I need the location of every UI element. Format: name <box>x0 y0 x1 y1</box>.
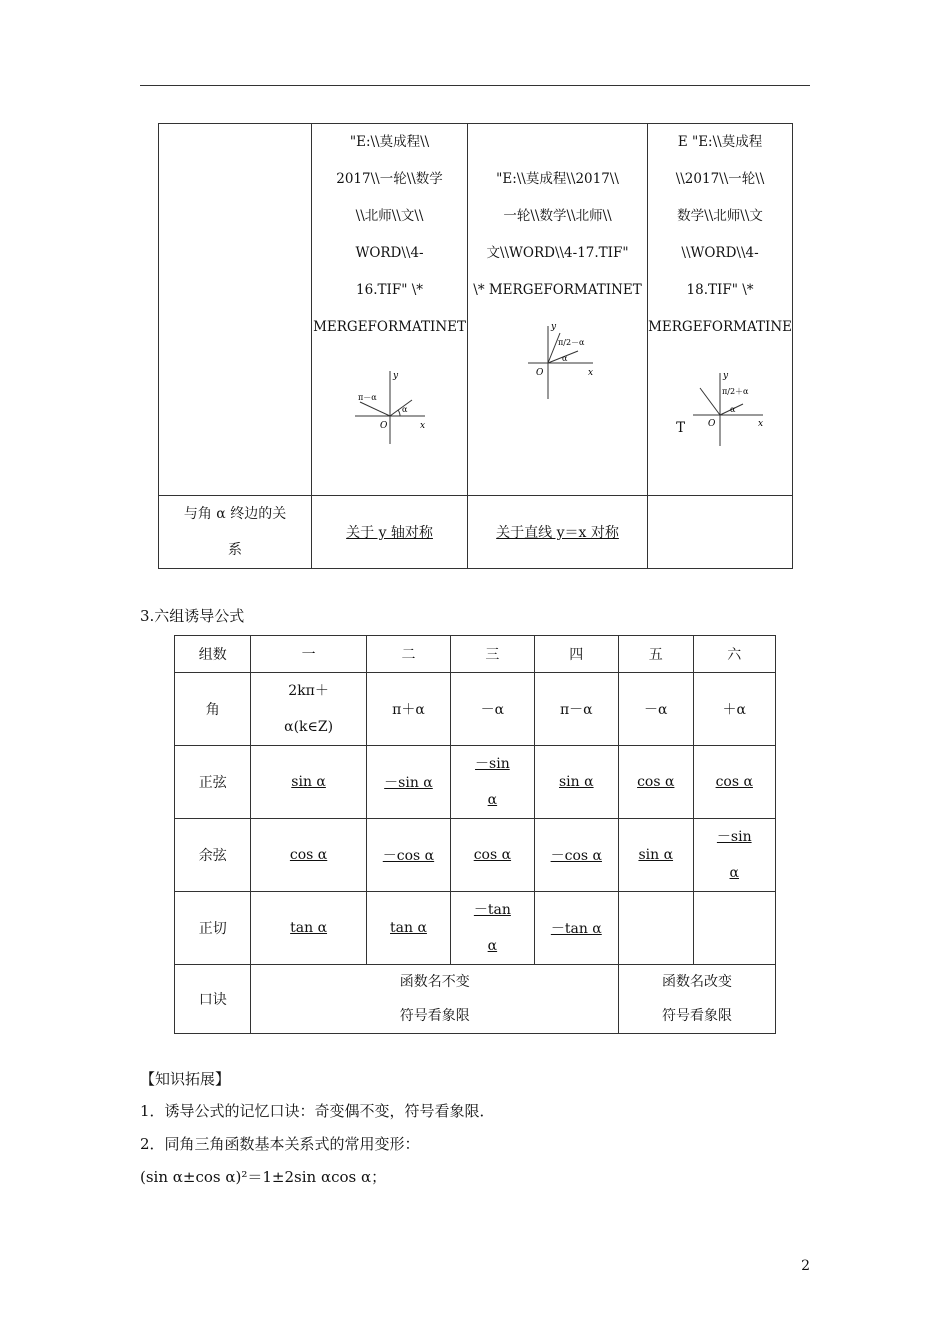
cell-field-16 <box>312 124 468 496</box>
field-line: 2017\\一轮\\数学 <box>336 171 443 187</box>
tan-cell: －tan α <box>534 892 618 965</box>
angle-cell: π＋α <box>366 673 450 746</box>
field-line: E "E:\\莫成程 <box>677 134 763 150</box>
field-line: 数学\\北师\\文 <box>677 208 763 224</box>
knowledge-formula: (sin α±cos α)²＝1±2sin αcos α； <box>140 1168 387 1186</box>
fig-alpha-label: α <box>401 405 407 414</box>
field-line: \\2017\\一轮\\ <box>675 171 765 187</box>
header-cell: 五 <box>619 636 694 673</box>
field-line: MERGEFORMATINET <box>313 319 466 335</box>
relation-line-yx <box>468 496 648 569</box>
fig-angle-label: π－α <box>357 393 377 402</box>
cos-cell: －cos α <box>534 819 618 892</box>
row-label: 口诀 <box>175 965 251 1034</box>
field-line: MERGEFORMATINE <box>648 319 792 335</box>
header-cell: 二 <box>366 636 450 673</box>
fig-origin-label: O <box>535 368 543 378</box>
cos-cell: cos α <box>251 819 366 892</box>
tan-cell: －tan α <box>451 892 534 965</box>
fig-origin-label: O <box>379 421 387 431</box>
header-rule <box>140 85 810 86</box>
tan-cell: tan α <box>366 892 450 965</box>
fig-y-label: y <box>723 371 729 381</box>
induction-formula-table <box>174 635 776 1034</box>
relation-y-text: 关于 y 轴对称 <box>346 525 433 541</box>
sin-cell: －sin α <box>366 746 450 819</box>
fig-angle-label: π/2＋α <box>722 387 749 396</box>
field-line: 一轮\\数学\\北师\\ <box>503 208 612 224</box>
field-tail: T <box>676 420 686 436</box>
header-cell: 六 <box>693 636 775 673</box>
sin-cell: －sin α <box>451 746 534 819</box>
sin-cell: sin α <box>251 746 366 819</box>
sin-cell: cos α <box>693 746 775 819</box>
relation-label-line1: 与角 α 终边的关 <box>183 506 287 522</box>
field-line: \\北师\\文\\ <box>355 208 424 224</box>
figure-half-pi-plus-alpha <box>688 368 768 448</box>
fig-origin-label: O <box>708 419 716 429</box>
angle-cell: 2kπ＋ α(k∈Z) <box>251 673 366 746</box>
sin-cell: cos α <box>619 746 694 819</box>
tan-cell <box>619 892 694 965</box>
cos-cell: －cos α <box>366 819 450 892</box>
cell-field-17 <box>468 124 648 496</box>
field-line: 18.TIF" \* <box>686 282 754 298</box>
figure-half-pi-minus-alpha <box>518 321 598 401</box>
knowledge-title: 【知识拓展】 <box>140 1070 231 1088</box>
angle-relation-table <box>158 123 793 569</box>
figure-pi-minus-alpha <box>350 366 430 446</box>
page-number: 2 <box>801 1258 810 1274</box>
angle-cell: －α <box>451 673 534 746</box>
empty-cell <box>648 496 793 569</box>
row-label: 正弦 <box>175 746 251 819</box>
rhyme-cell-right: 函数名改变 符号看象限 <box>619 965 776 1034</box>
knowledge-item-2: 2．同角三角函数基本关系式的常用变形： <box>140 1135 420 1153</box>
relation-label-line2: 系 <box>228 542 243 558</box>
header-cell: 三 <box>451 636 534 673</box>
fig-y-label: y <box>392 371 398 381</box>
cos-cell: －sin α <box>693 819 775 892</box>
header-cell: 一 <box>251 636 366 673</box>
angle-cell: －α <box>619 673 694 746</box>
fig-alpha-label: α <box>561 354 567 363</box>
rhyme-cell-left: 函数名不变 符号看象限 <box>251 965 619 1034</box>
field-line: \\WORD\\4- <box>681 245 759 261</box>
field-line: "E:\\莫成程\\ <box>349 134 430 150</box>
tan-cell: tan α <box>251 892 366 965</box>
relation-y-axis <box>312 496 468 569</box>
fig-angle-label: π/2－α <box>557 338 584 347</box>
fig-alpha-label: α <box>730 405 736 414</box>
cos-cell: sin α <box>619 819 694 892</box>
fig-x-label: x <box>587 368 593 378</box>
sin-cell: sin α <box>534 746 618 819</box>
relation-row-label <box>159 496 312 569</box>
cos-cell: cos α <box>451 819 534 892</box>
fig-x-label: x <box>758 419 764 429</box>
knowledge-item-1: 1．诱导公式的记忆口诀：奇变偶不变，符号看象限． <box>140 1102 495 1120</box>
header-cell: 四 <box>534 636 618 673</box>
field-line: 16.TIF" \* <box>356 282 424 298</box>
row-label: 余弦 <box>175 819 251 892</box>
cell-field-18 <box>648 124 793 496</box>
row-label: 角 <box>175 673 251 746</box>
relation-yx-text: 关于直线 y＝x 对称 <box>496 525 619 541</box>
tan-cell <box>693 892 775 965</box>
fig-x-label: x <box>419 421 425 431</box>
section-title: 3.六组诱导公式 <box>140 607 245 625</box>
row-label: 正切 <box>175 892 251 965</box>
field-line: WORD\\4- <box>355 245 424 261</box>
field-line: \* MERGEFORMATINET <box>473 282 642 298</box>
angle-cell: π－α <box>534 673 618 746</box>
empty-cell <box>159 124 312 496</box>
angle-cell: ＋α <box>693 673 775 746</box>
fig-y-label: y <box>550 322 556 332</box>
header-cell: 组数 <box>175 636 251 673</box>
field-line: "E:\\莫成程\\2017\\ <box>496 171 619 187</box>
field-line: 文\\WORD\\4-17.TIF" <box>486 245 629 261</box>
